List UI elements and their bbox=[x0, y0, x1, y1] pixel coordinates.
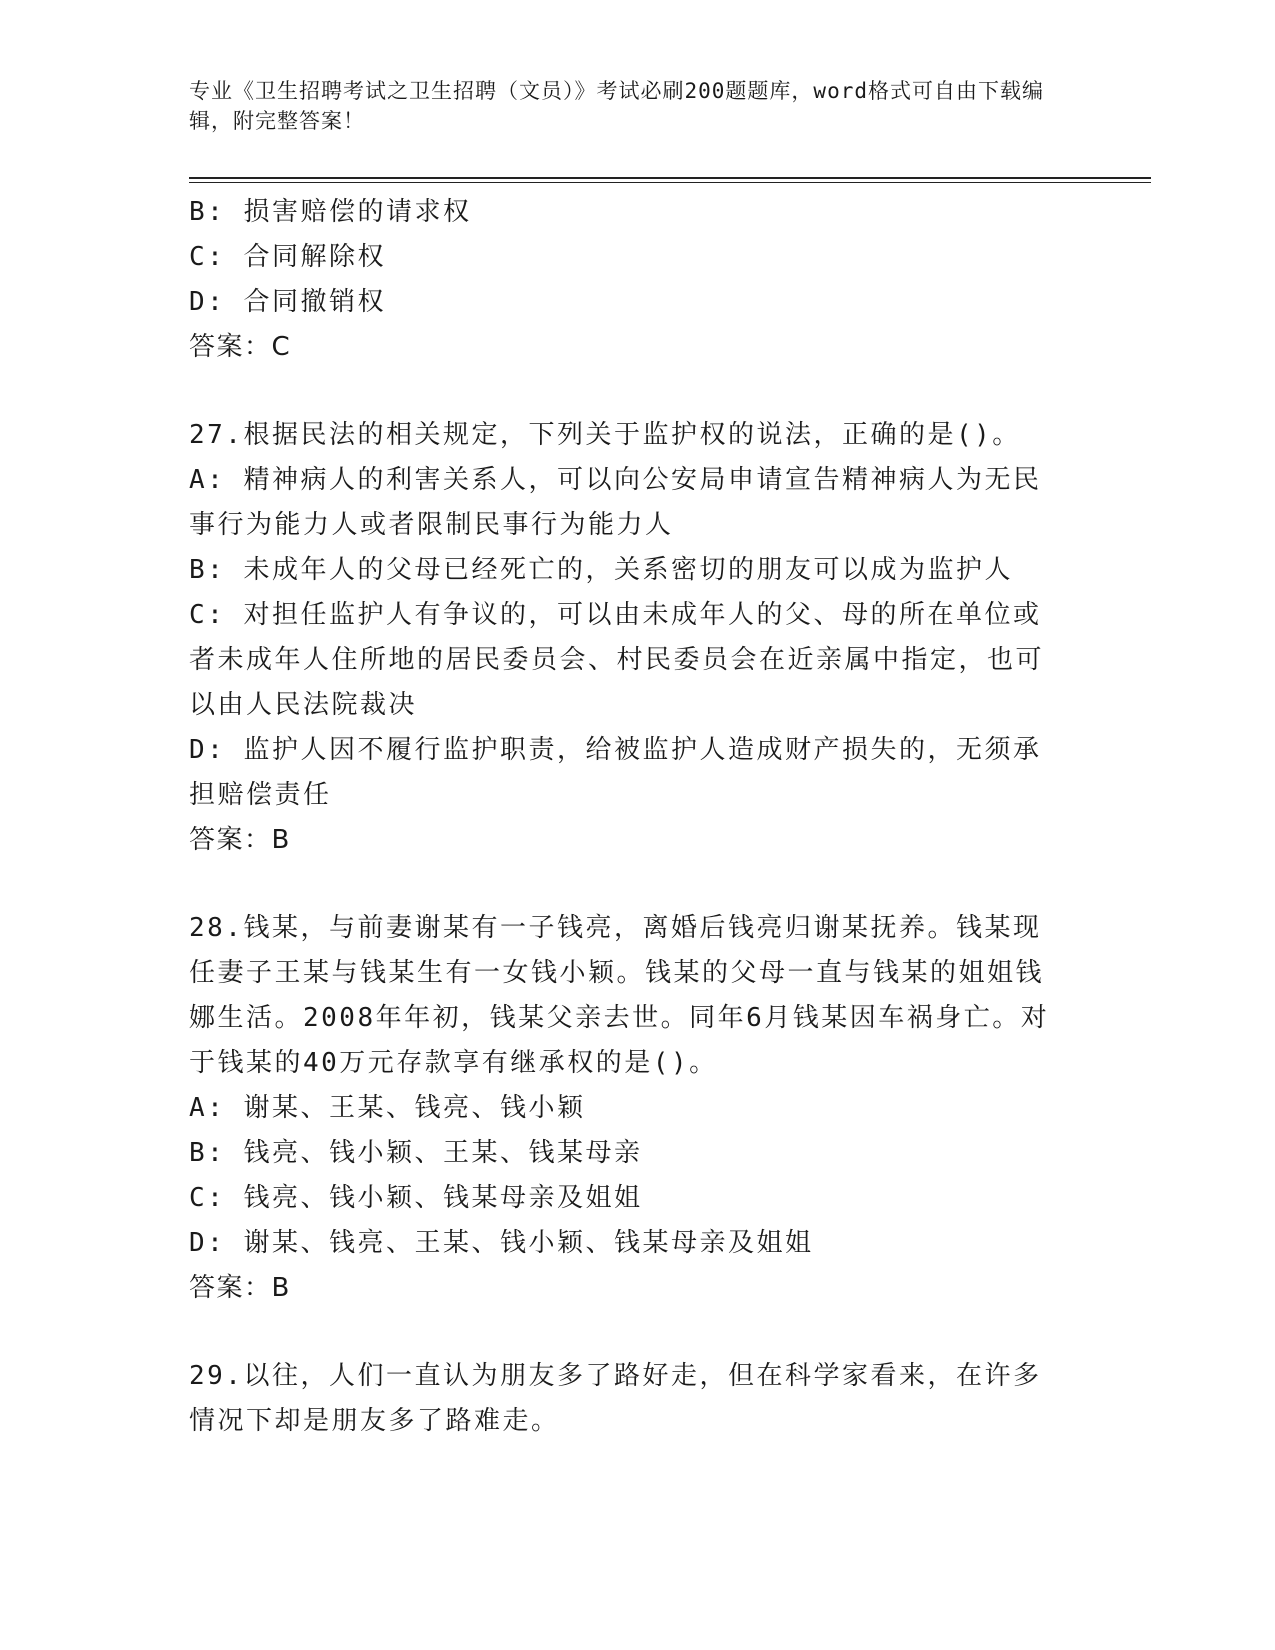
option-c: C: 对担任监护人有争议的，可以由未成年人的父、母的所在单位或者未成年人住所地的居民委员会、村民委员会在近亲属中指定，也可以由人民法院裁决 bbox=[189, 600, 1045, 720]
question-27 bbox=[189, 413, 1069, 863]
option-d: D: 合同撤销权 bbox=[189, 287, 386, 317]
question-29 bbox=[189, 1354, 1069, 1444]
header-divider-thin bbox=[189, 182, 1151, 183]
question-stem: 27.根据民法的相关规定，下列关于监护权的说法，正确的是()。 bbox=[189, 420, 1021, 450]
option-c: C: 钱亮、钱小颖、钱某母亲及姐姐 bbox=[189, 1183, 643, 1213]
option-b: B: 未成年人的父母已经死亡的，关系密切的朋友可以成为监护人 bbox=[189, 555, 1013, 585]
answer-line: 答案：B bbox=[189, 1273, 291, 1303]
option-b: B: 钱亮、钱小颖、王某、钱某母亲 bbox=[189, 1138, 643, 1168]
option-c: C: 合同解除权 bbox=[189, 242, 386, 272]
option-d: D: 监护人因不履行监护职责，给被监护人造成财产损失的，无须承担赔偿责任 bbox=[189, 735, 1042, 810]
question-stem: 28.钱某，与前妻谢某有一子钱亮，离婚后钱亮归谢某抚养。钱某现任妻子王某与钱某生有一女钱小颖。钱某的父母一直与钱某的姐姐钱娜生活。2008年年初，钱某父亲去世。同年6月钱某因车祸身亡。对于钱某的40万元存款享有继承权的是()。 bbox=[189, 913, 1050, 1078]
option-b: B: 损害赔偿的请求权 bbox=[189, 197, 472, 227]
spacer bbox=[189, 1311, 1069, 1354]
option-d: D: 谢某、钱亮、王某、钱小颖、钱某母亲及姐姐 bbox=[189, 1228, 814, 1258]
question-content bbox=[189, 190, 1069, 1444]
answer-line: 答案：C bbox=[189, 332, 292, 362]
page-header-text: 专业《卫生招聘考试之卫生招聘（文员）》考试必刷200题题库，word格式可自由下载编辑，附完整答案！ bbox=[189, 79, 1044, 133]
question-26-continued bbox=[189, 190, 1069, 370]
option-a: A: 谢某、王某、钱亮、钱小颖 bbox=[189, 1093, 586, 1123]
question-28 bbox=[189, 906, 1069, 1311]
spacer bbox=[189, 863, 1069, 906]
answer-line: 答案：B bbox=[189, 825, 291, 855]
question-stem: 29.以往，人们一直认为朋友多了路好走，但在科学家看来，在许多情况下却是朋友多了路难走。 bbox=[189, 1361, 1042, 1436]
header-divider-thick bbox=[189, 177, 1151, 179]
option-a: A: 精神病人的利害关系人，可以向公安局申请宣告精神病人为无民事行为能力人或者限制民事行为能力人 bbox=[189, 465, 1042, 540]
spacer bbox=[189, 370, 1069, 413]
